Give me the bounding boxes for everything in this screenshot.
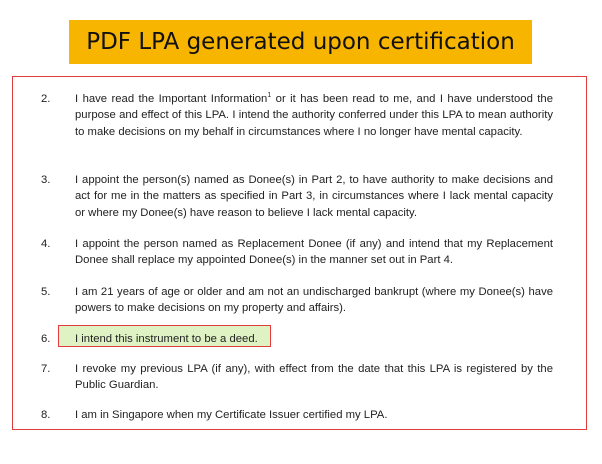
footnote-marker: 1 [267,92,272,100]
clause-text: I am in Singapore when my Certificate Issuer certified my LPA. [75,409,388,421]
clause-number: 6. [41,333,51,345]
slide-title-banner [69,20,532,64]
clause-number: 5. [41,286,51,298]
clause-text: I intend this instrument to be a deed. [75,333,258,345]
clause-number: 4. [41,238,51,250]
clause-number: 2. [41,93,51,105]
clause-text: I am 21 years of age or older and am not an undischarged bankrupt (where my Donee(s) have powers to make decisions on my property and affairs). [75,286,553,315]
slide-title: PDF LPA generated upon certification [86,29,515,55]
clause-text: I appoint the person named as Replacement Donee (if any) and intend that my Replacement Donee shall replace my appointed Donee(s) in the manner set out in Part 4. [75,238,553,267]
clause-text-part: I have read the Important Information [75,93,268,105]
clause-number: 7. [41,363,51,375]
clause-number: 3. [41,174,51,186]
clause-text: I revoke my previous LPA (if any), with effect from the date that this LPA is registered by the Public Guardian. [75,363,553,392]
clause-text: I appoint the person(s) named as Donee(s) in Part 2, to have authority to make decisions and act for me in the matters as specified in Part 3, in circumstances where I lack mental capacity or where my Donee(s) have reason to believe I lack mental capacity. [75,174,553,219]
clause-text [75,91,553,140]
lpa-document-excerpt [12,76,587,430]
clause-number: 8. [41,409,51,421]
clause-text-part: or it has been read to me, and I have understood the purpose and effect of this LPA. I intend the authority conferred under this LPA to mean authority to make decisions on my behalf in circumstances where I no longer have mental capacity. [75,93,553,138]
